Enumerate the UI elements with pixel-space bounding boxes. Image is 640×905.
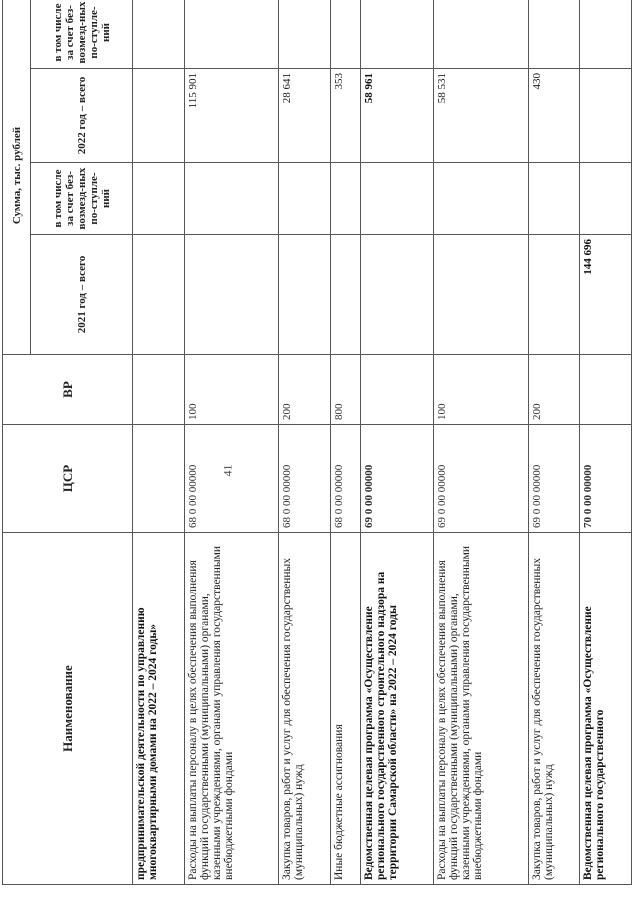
table-row [580,0,632,885]
row-2021-incl [133,163,185,235]
row-csr: 69 0 00 00000 [434,425,528,533]
header-name: Наименование [3,533,133,885]
budget-table [2,0,632,885]
row-2022-incl [133,0,185,69]
row-name: предпринимательской деятельности по управлению многоквартирными домами на 2022 – 2024 годы» [133,533,185,885]
row-name: Ведомственная целевая программа «Осуществление регионального государственного [580,533,632,885]
table-row [184,0,278,885]
table-row [361,0,434,885]
row-2021-total [279,235,331,355]
row-name: Ведомственная целевая программа «Осуществление регионального государственного строительного надзора на территории Самарской области» на 2022 – 2024 годы [361,533,434,885]
row-2021-total [330,235,360,355]
row-vr: 200 [279,355,331,425]
row-csr: 68 0 00 00000 [330,425,360,533]
row-name: Иные бюджетные ассигнования [330,533,360,885]
row-name: Закупка товаров, работ и услуг для обеспечения государственных (муниципальных) нужд [528,533,580,885]
row-csr: 70 0 00 00000 [580,425,632,533]
header-2021-total: 2021 год – всего [31,235,133,355]
table-row [330,0,360,885]
row-2021-incl [434,163,528,235]
row-vr [133,355,185,425]
header-csr: ЦСР [3,425,133,533]
row-2022-incl [434,0,528,69]
row-2021-incl [330,163,360,235]
row-csr [133,425,185,533]
row-csr: 68 0 00 00000 [279,425,331,533]
row-2021-incl [184,163,278,235]
row-2022-incl [330,0,360,69]
row-csr: 69 0 00 00000 [528,425,580,533]
row-name: Расходы на выплаты персоналу в целях обеспечения выполнения функций государственными (муниципальными) органами, казенными учреждениями, органами управления государственными внебюджетными фондами [184,533,278,885]
header-sum-group: Сумма, тыс. рублей [3,0,31,355]
row-csr: 68 0 00 00000 [184,425,278,533]
table-row [528,0,580,885]
row-2022-total: 353 [330,69,360,163]
row-2021-total [528,235,580,355]
row-2021-total [434,235,528,355]
row-2022-total: 115 901 [184,69,278,163]
row-2021-total [133,235,185,355]
table-body [133,0,632,885]
row-2022-incl [361,0,434,69]
row-name: Расходы на выплаты персоналу в целях обеспечения выполнения функций государственными (муниципальными) органами, казенными учреждениями, органами управления государственными внебюджетными фондами [434,533,528,885]
row-2022-incl [528,0,580,69]
row-2022-total [580,69,632,163]
row-vr: 100 [434,355,528,425]
header-2022-total: 2022 год – всего [31,69,133,163]
row-name: Закупка товаров, работ и услуг для обеспечения государственных (муниципальных) нужд [279,533,331,885]
header-vr: ВР [3,355,133,425]
row-2022-total [133,69,185,163]
row-vr [580,355,632,425]
table-row [133,0,185,885]
row-2021-total: 144 696 [580,235,632,355]
row-2021-incl [361,163,434,235]
row-vr [361,355,434,425]
row-csr: 69 0 00 00000 [361,425,434,533]
row-2021-total [184,235,278,355]
row-vr: 100 [184,355,278,425]
row-2021-incl [279,163,331,235]
row-2021-incl [528,163,580,235]
table-row [434,0,528,885]
row-2022-incl [580,0,632,69]
header-2021-incl: в том числе за счет без-возмезд-ных по-ступле-ний [31,163,133,235]
row-vr: 800 [330,355,360,425]
row-2022-total: 430 [528,69,580,163]
row-2022-incl [279,0,331,69]
row-2022-total: 58 961 [361,69,434,163]
row-2021-incl [580,163,632,235]
row-2022-total: 58 531 [434,69,528,163]
row-2022-incl [184,0,278,69]
row-2021-total [361,235,434,355]
table-row [279,0,331,885]
page-number: 41 [220,464,235,477]
row-2022-total: 28 641 [279,69,331,163]
row-vr: 200 [528,355,580,425]
header-2022-incl: в том числе за счет без-возмезд-ных по-ступле-ний [31,0,133,69]
